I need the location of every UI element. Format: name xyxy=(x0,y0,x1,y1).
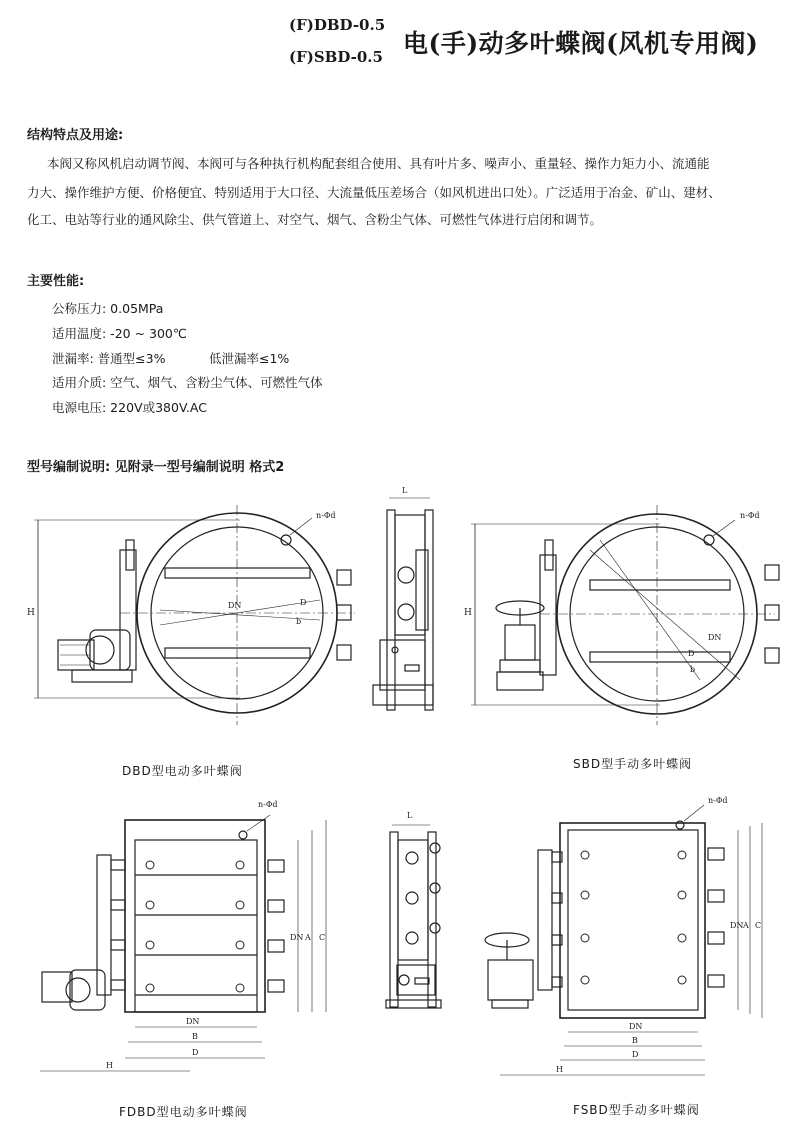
fdbd-dim-d: D xyxy=(192,1048,199,1057)
dbd-dim-h: H xyxy=(27,608,35,618)
performance-heading: 主要性能: xyxy=(27,274,85,289)
model-note: 型号编制说明: 见附录一型号编制说明 格式2 xyxy=(27,460,285,475)
spec-medium: 适用介质: 空气、烟气、含粉尘气体、可燃性气体 xyxy=(52,375,323,390)
page-title: 电(手)动多叶蝶阀(风机专用阀) xyxy=(403,29,759,58)
dbd-n-phi-d: n-Φd xyxy=(316,511,336,520)
caption-dbd: DBD型电动多叶蝶阀 xyxy=(122,764,243,778)
sbd-dim-b: b xyxy=(690,665,696,674)
fdbd-dim-dn: DN xyxy=(186,1017,200,1026)
fsbd-dim-b: B xyxy=(632,1036,638,1045)
fsbd-dim-dn: DN xyxy=(629,1022,643,1031)
spec-leakage-low: 低泄漏率≤1% xyxy=(209,351,290,366)
spec-temperature: 适用温度: -20 ~ 300℃ xyxy=(52,326,187,341)
sbd-dim-d: D xyxy=(688,649,695,658)
dbd-dim-b: b xyxy=(296,617,302,626)
fsbd-dim-h: H xyxy=(556,1065,563,1074)
dbd-dim-d: D xyxy=(300,598,307,607)
fdbd-dim-a: A xyxy=(305,933,311,942)
sbd-front-view xyxy=(464,505,779,725)
model-code-2: (F)SBD-0.5 xyxy=(289,48,383,66)
fdbd-side-dim-l: L xyxy=(407,811,413,820)
sbd-n-phi-d: n-Φd xyxy=(740,511,760,520)
fsbd-dim-dn-v: DN xyxy=(730,921,744,930)
fdbd-n-phi-d: n-Φd xyxy=(258,800,278,809)
structure-line-3: 化工、电站等行业的通风除尘、供气管道上、对空气、烟气、含粉尘气体、可燃性气体进行启闭和调节。 xyxy=(27,212,603,227)
caption-fsbd: FSBD型手动多叶蝶阀 xyxy=(573,1103,700,1117)
dbd-dim-dn: DN xyxy=(228,601,242,610)
technical-drawings xyxy=(0,480,800,1132)
fdbd-dim-h: H xyxy=(106,1061,113,1070)
fdbd-dim-b: B xyxy=(192,1032,198,1041)
structure-line-1: 本阀又称风机启动调节阀、本阀可与各种执行机构配套组合使用、具有叶片多、噪声小、重量轻、操作力矩力小、流通能 xyxy=(47,156,710,171)
spec-pressure: 公称压力: 0.05MPa xyxy=(52,301,164,316)
dbd-side-view xyxy=(373,486,433,710)
fsbd-dim-c: C xyxy=(755,921,762,930)
sbd-dim-h: H xyxy=(464,608,472,618)
fdbd-dim-dn-v: DN xyxy=(290,933,304,942)
model-code-1: (F)DBD-0.5 xyxy=(289,16,386,34)
structure-heading: 结构特点及用途: xyxy=(27,128,124,143)
sbd-dim-dn: DN xyxy=(708,633,722,642)
fdbd-side-view xyxy=(386,811,441,1008)
fdbd-dim-c: C xyxy=(319,933,326,942)
structure-line-2: 力大、操作维护方便、价格便宜、特别适用于大口径、大流量低压差场合（如风机进出口处）。广泛适用于冶金、矿山、建材、 xyxy=(27,185,721,200)
caption-fdbd: FDBD型电动多叶蝶阀 xyxy=(119,1105,248,1119)
fsbd-n-phi-d: n-Φd xyxy=(708,796,728,805)
fsbd-dim-a: A xyxy=(743,921,749,930)
caption-sbd: SBD型手动多叶蝶阀 xyxy=(573,757,693,771)
spec-leakage-normal: 泄漏率: 普通型≤3% xyxy=(52,351,166,366)
fdbd-front-view xyxy=(40,800,326,1071)
fsbd-front-view xyxy=(485,796,762,1075)
dbd-dim-l: L xyxy=(402,486,408,495)
fsbd-dim-d: D xyxy=(632,1050,639,1059)
spec-voltage: 电源电压: 220V或380V.AC xyxy=(52,400,207,415)
dbd-front-view xyxy=(27,505,355,725)
